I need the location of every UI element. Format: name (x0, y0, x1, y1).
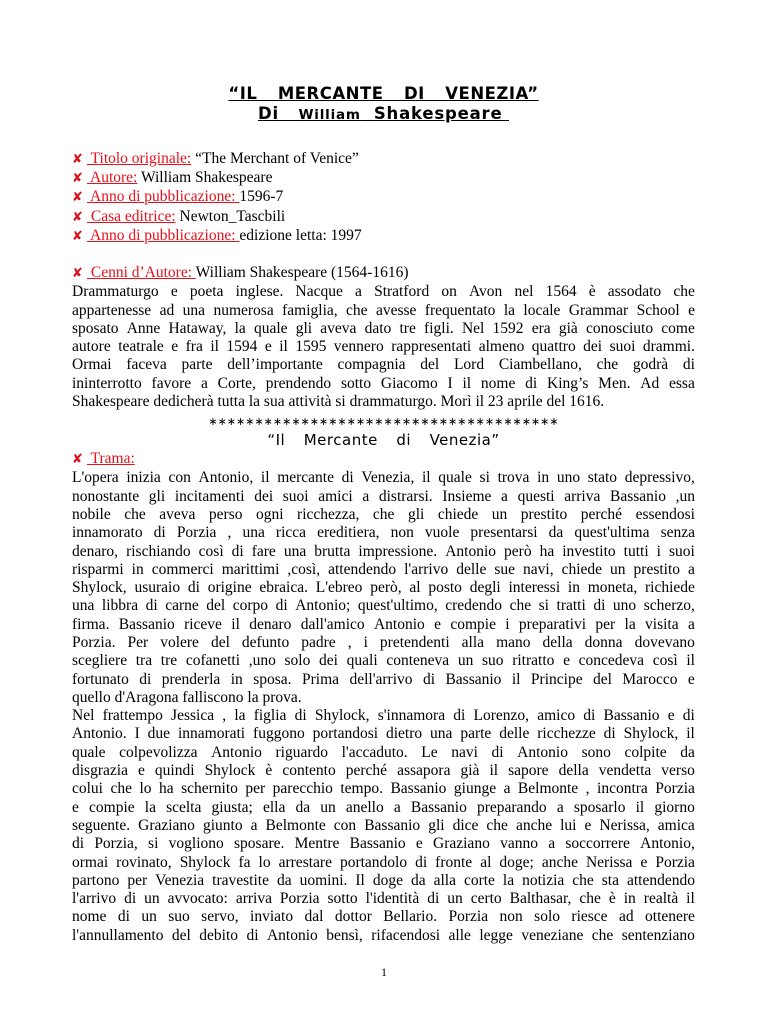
plot-paragraph (72, 469, 695, 945)
red-x-bullet-icon: ✘ (72, 266, 83, 282)
text-line: seguente. Graziano giunto a Belmonte con Bassanio gli dice che anche lui e Nerissa, amica (72, 816, 695, 834)
text-line: l'annullamento del debito di Antonio bensì, rifacendosi alle legge veneziane che sentenziano (72, 926, 695, 944)
author-heading (72, 264, 695, 283)
text-line: denaro, rischiando così di fare una brutta impressione. Antonio però ha investito tutti i suoi (72, 542, 695, 560)
document-page (72, 84, 695, 945)
byline-shakespeare: Shakespeare (373, 104, 503, 123)
text-line: Antonio. I due innamorati fuggono portandosi dietro una parte delle ricchezze di Shylock, il (72, 725, 695, 743)
info-value: Newton_Tascbili (175, 207, 286, 225)
book-info-list (72, 150, 695, 246)
author-label: Cenni d’Autore: (87, 264, 196, 282)
info-line-edition (72, 227, 695, 246)
text-line: fortunato di prenderla in sposa. Prima dell'arrivo di Bassanio il Principe del Marocco e (72, 670, 695, 688)
info-line-publisher (72, 208, 695, 227)
red-x-bullet-icon: ✘ (72, 228, 83, 244)
text-line: sposato Anne Hataway, la quale gli aveva dato tre figli. Nel 1592 era già conosciuto come (72, 319, 695, 337)
text-line: di Porzia, si vogliono sposare. Mentre Bassanio e Graziano vanno a soccorrere Antonio, (72, 835, 695, 853)
text-line: l'arrivo di un avvocato: arriva Porzia sotto l'identità di un certo Balthasar, che è in realtà il (72, 890, 695, 908)
info-label: Autore: (87, 169, 138, 187)
text-line: nonostante gli incitamenti dei suoi amici a distrarsi. Insieme a questi arriva Bassanio ,un (72, 487, 695, 505)
red-x-bullet-icon: ✘ (72, 452, 83, 468)
text-line: nobile che aveva perso ogni ricchezza, che gli chiede un prestito perché essendosi (72, 506, 695, 523)
author-paragraph (72, 283, 695, 411)
text-line: quale colpevolizza Antonio riguardo l'accaduto. Le navi di Antonio sono colpite da (72, 743, 695, 761)
separator-stars: ∗∗∗∗∗∗∗∗∗∗∗∗∗∗∗∗∗∗∗∗∗∗∗∗∗∗∗∗∗∗∗∗∗∗∗∗∗∗ (208, 415, 559, 429)
byline-william: William (298, 107, 361, 123)
plot-label: Trama: (87, 450, 135, 468)
plot-heading (72, 450, 695, 469)
text-line: Ormai faceva parte dell’importante compagnia del Lord Ciambellano, che godrà di (72, 356, 695, 374)
text-line: nome di un suo servo, inviato dal dottor Bellario. Porzia non solo riesce ad ottenere (72, 908, 695, 926)
text-line: scegliere tra tre cofanetti ,uno solo dei quali conteneva un suo ritratto e concedeva così il (72, 652, 695, 670)
info-value: edizione letta: 1997 (239, 226, 362, 244)
byline-di: Di (258, 104, 279, 123)
author-section (72, 264, 695, 411)
info-line-year (72, 188, 695, 207)
text-line: Shakespeare dedicherà tutta la sua attività si drammaturgo. Morì il 23 aprile del 1616. (72, 393, 605, 410)
text-line: partono per Venezia travestite da uomini. Il doge da alla corte la notizia che sta attendendo (72, 871, 695, 889)
text-line: e compie la scelta giusta; ella da un anello a Bassanio preparando a sposarlo il giorno (72, 798, 695, 816)
info-label: Anno di pubblicazione: (87, 188, 240, 206)
page-number: 1 (381, 965, 387, 979)
text-line: innamorato di Porzia , una ricca ereditiera, non vuole presentarsi da quest'ultima senza (72, 524, 695, 542)
text-line: Nel frattempo Jessica , la figlia di Shylock, s'innamora di Lorenzo, amico di Bassanio e di (72, 707, 695, 725)
text-line: risparmi in commerci marittimi ,così, attendendo l'arrivo delle sue navi, chiede un prestito a (72, 560, 695, 578)
text-line: autore teatrale e fra il 1594 e il 1595 vennero rappresentati almeno quattro dei suoi drammi. (72, 338, 695, 356)
text-line: una libbra di carne del corpo di Antonio; quest'ultimo, credendo che si tratti di uno scherzo, (72, 597, 695, 615)
text-line: firma. Bassanio riceve il denaro dall'amico Antonio e compie i preparativi per la visita a (72, 615, 695, 633)
info-line-author (72, 169, 695, 188)
text-line: ininterrotto favore a Corte, prendendo sotto Giacomo I il nome di King’s Men. Ad essa (72, 374, 695, 392)
text-line: ormai rovinato, Shylock fa lo arrestare portandolo di fronte al doge; anche Nerissa e Porzia (72, 853, 695, 871)
red-x-bullet-icon: ✘ (72, 152, 83, 167)
plot-section (72, 450, 695, 945)
info-label: Anno di pubblicazione: (87, 226, 240, 244)
text-line: Porzia. Per volere del defunto padre , i pretendenti alla mano della donna dovevano (72, 634, 695, 652)
text-line: L'opera inizia con Antonio, il mercante di Venezia, il quale si trova in uno stato depressivo, (72, 469, 695, 487)
info-value: William Shakespeare (137, 169, 273, 187)
text-line: Shylock, usuraio di origine ebraica. L'ebreo però, al posto degli interessi in moneta, richiede (72, 579, 695, 597)
info-label: Titolo originale: (87, 150, 192, 167)
text-line: colui che lo ha schernito per parecchio tempo. Bassanio giunge a Belmonte , incontra Porzia (72, 780, 695, 798)
red-x-bullet-icon: ✘ (72, 209, 83, 225)
info-value: “The Merchant of Venice” (191, 150, 359, 167)
text-line: Drammaturgo e poeta inglese. Nacque a Stratford on Avon nel 1564 è assodato che (72, 283, 695, 301)
red-x-bullet-icon: ✘ (72, 190, 83, 206)
document-title: “IL MERCANTE DI VENEZIA” (228, 84, 539, 103)
section-subtitle: “Il Mercante di Venezia” (267, 431, 500, 450)
red-x-bullet-icon: ✘ (72, 171, 83, 187)
text-line: appartenesse ad una numerosa famiglia, che avesse frequentato la locale Grammar School e (72, 301, 695, 319)
author-value: William Shakespeare (1564-1616) (195, 264, 409, 282)
info-value: 1596-7 (239, 188, 284, 206)
text-line: disgrazia e quindi Shylock è contento perché assapora già il sapore della vendetta verso (72, 762, 695, 780)
document-byline (72, 104, 695, 125)
text-line: quello d'Aragona falliscono la prova. (72, 688, 302, 706)
info-line-title (72, 150, 695, 169)
info-label: Casa editrice: (87, 207, 176, 225)
